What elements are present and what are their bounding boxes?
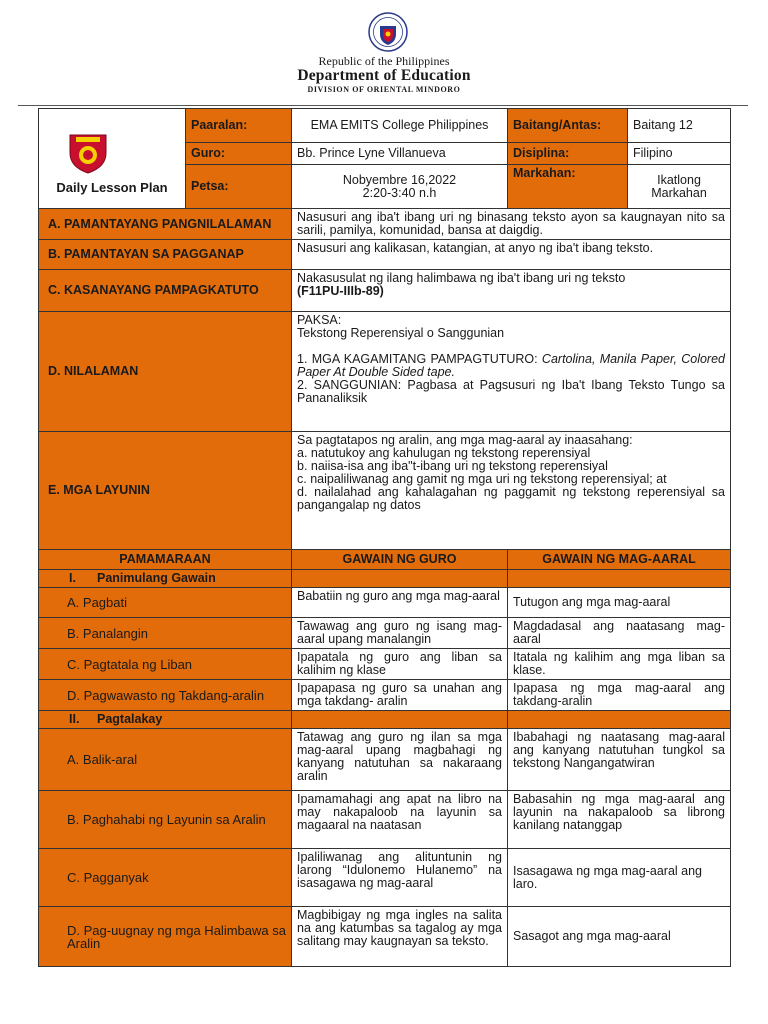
col-gawain-guro: GAWAIN NG GURO [292,550,508,570]
section-d-topic: Tekstong Reperensiyal o Sanggunian [297,326,505,340]
section-c-code: (F11PU-IIIb-89) [297,284,384,298]
section-e-label: E. MGA LAYUNIN [39,432,292,550]
baitang-value: Baitang 12 [628,109,731,143]
section-2-label: II. Pagtalakay [39,711,292,729]
guro-cell: Babatiin ng guro ang mga mag-aaral [292,588,508,618]
procedure-header-row [39,550,731,570]
section-d-paksa: PAKSA: [297,313,342,327]
step-label: C. Pagganyak [39,849,292,907]
step-label: D. Pag-uugnay ng mga Halimbawa sa Aralin [39,907,292,967]
col-pamamaraan: PAMAMARAAN [39,550,292,570]
step-label: D. Pagwawasto ng Takdang-aralin [39,680,292,711]
section-d-label: D. NILALAMAN [39,312,292,432]
department-text: Department of Education [297,67,471,84]
guro-cell: Ipaliliwanag ang alituntunin ng larong “Idulonemo Hulanemo” na isasagawa ng mag-aaral [292,849,508,907]
markahan-label: Markahan: [508,165,628,209]
deped-seal-icon [368,12,408,52]
section-1-row [39,570,731,588]
section-c-label: C. KASANAYANG PAMPAGKATUTO [39,270,292,312]
guro-cell: Ipamamahagi ang apat na libro na may nakapaloob na layunin sa magaaral na naatasan [292,791,508,849]
school-logo-icon [64,131,112,175]
guro-cell: Tatawag ang guro ng ilan sa mga mag-aaral upang magbahagi ng kanyang natutuhan sa nakaraang aralin [292,729,508,791]
petsa-date: Nobyembre 16,2022 [342,172,457,187]
section-b-text: Nasusuri ang kalikasan, katangian, at anyo ng iba't ibang teksto. [292,240,731,270]
section-c-desc: Nakasusulat ng ilang halimbawa ng iba't ibang uri ng teksto [297,271,626,285]
division-text: DIVISION OF ORIENTAL MINDORO [307,85,461,94]
letterhead [0,0,768,104]
petsa-label: Petsa: [186,165,292,209]
republic-text: Republic of the Philippines [318,54,450,68]
info-row-paaralan [39,109,731,143]
table-row [39,649,731,680]
table-row [39,618,731,649]
petsa-value [292,165,508,209]
step-label: A. Pagbati [39,588,292,618]
col-gawain-mag-aaral: GAWAIN NG MAG-AARAL [508,550,731,570]
mag-aaral-cell: Isasagawa ng mga mag-aaral ang laro. [508,849,731,907]
section-b-label: B. PAMANTAYAN SA PAGGANAP [39,240,292,270]
table-row [39,729,731,791]
dlp-title-cell [39,109,186,209]
section-d-content [292,312,731,432]
dlp-title: Daily Lesson Plan [56,180,168,195]
guro-label: Guro: [186,143,292,165]
lesson-plan-table [38,108,731,967]
section-c-text [292,270,731,312]
header-divider [18,105,748,106]
table-row [39,849,731,907]
section-c-row [39,270,731,312]
section-e-row [39,432,731,550]
step-label: A. Balik-aral [39,729,292,791]
section-e-b: b. naiisa-isa ang iba"t-ibang uri ng tekstong reperensiyal [297,459,608,473]
mag-aaral-cell: Tutugon ang mga mag-aaral [508,588,731,618]
guro-cell: Ipapatala ng guro ang liban sa kalihim ng klase [292,649,508,680]
section-d-row [39,312,731,432]
step-label: B. Panalangin [39,618,292,649]
disiplina-label: Disiplina: [508,143,628,165]
mag-aaral-cell: Itatala ng kalihim ang mga liban sa klase. [508,649,731,680]
section-e-content [292,432,731,550]
mag-aaral-cell: Ipapasa ng mga mag-aaral ang takdang-aralin [508,680,731,711]
mag-aaral-cell: Magdadasal ang naatasang mag-aaral [508,618,731,649]
table-row [39,588,731,618]
table-row [39,680,731,711]
mag-aaral-cell: Sasagot ang mga mag-aaral [508,907,731,967]
section-e-intro: Sa pagtatapos ng aralin, ang mga mag-aaral ay inaasahang: [297,433,633,447]
section-d-item2: 2. SANGGUNIAN: Pagbasa at Pagsusuri ng Iba't Ibang Teksto Tungo sa Pananaliksik [297,378,725,405]
section-e-c: c. naipaliliwanag ang gamit ng mga uri ng tekstong reperensiyal; at [297,472,667,486]
step-label: C. Pagtatala ng Liban [39,649,292,680]
section-2-row [39,711,731,729]
paaralan-label: Paaralan: [186,109,292,143]
section-e-a: a. natutukoy ang kahulugan ng tekstong reperensiyal [297,446,591,460]
section-b-row [39,240,731,270]
petsa-time: 2:20-3:40 n.h [362,185,437,200]
section-a-label: A. PAMANTAYANG PANGNILALAMAN [39,209,292,240]
guro-cell: Magbibigay ng mga ingles na salita na ang katumbas sa tagalog ay mga salitang may kaugnayan sa teksto. [292,907,508,967]
table-row [39,907,731,967]
baitang-label: Baitang/Antas: [508,109,628,143]
mag-aaral-cell: Babasahin ng mga mag-aaral ang layunin na nakapaloob sa librong kanilang natanggap [508,791,731,849]
guro-value: Bb. Prince Lyne Villanueva [292,143,508,165]
section-1-label: I. Panimulang Gawain [39,570,292,588]
paaralan-value: EMA EMITS College Philippines [292,109,508,143]
step-label: B. Paghahabi ng Layunin sa Aralin [39,791,292,849]
guro-cell: Tawawag ang guro ng isang mag-aaral upang manalangin [292,618,508,649]
disiplina-value: Filipino [628,143,731,165]
section-d-item1: 1. MGA KAGAMITANG PAMPAGTUTURO: Cartolina, Manila Paper, Colored Paper At Double Sided tape. [297,352,725,379]
markahan-value: Ikatlong Markahan [628,165,731,209]
mag-aaral-cell: Ibabahagi ng naatasang mag-aaral ang kanyang natutuhan tungkol sa tekstong Nangangatwiran [508,729,731,791]
guro-cell: Ipapapasa ng guro sa unahan ang mga takdang- aralin [292,680,508,711]
table-row [39,791,731,849]
section-e-d: d. nailalahad ang kahalagahan ng paggamit ng tekstong reperensiyal sa pangangalap ng datos [297,485,725,512]
section-a-text: Nasusuri ang iba't ibang uri ng binasang teksto ayon sa kaugnayan nito sa sarili, pamilya, komunidad, bansa at daigdig. [292,209,731,240]
section-a-row [39,209,731,240]
